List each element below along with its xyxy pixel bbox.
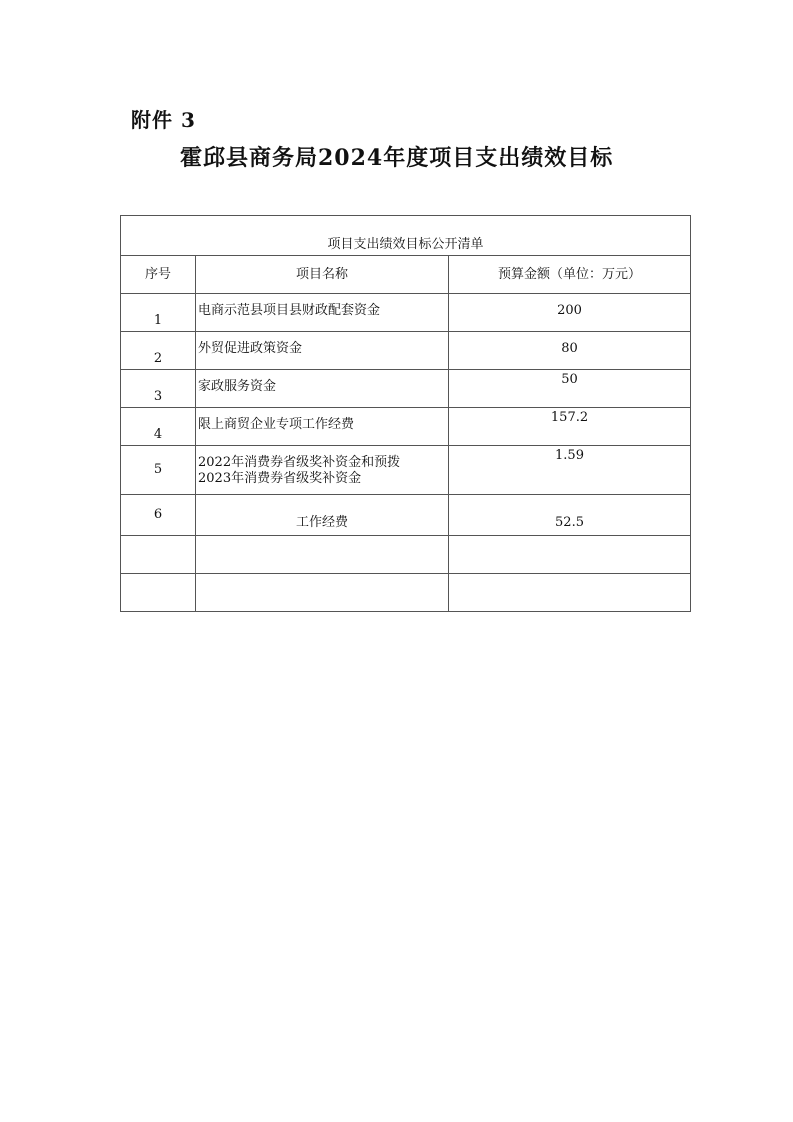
project-list-table [120,215,691,612]
row-no: 5 [121,446,196,495]
row-name-line: 家政服务资金 [198,379,277,394]
row-name [196,294,449,332]
row-amount: 1.59 [449,446,691,495]
empty-cell [121,536,196,574]
document-title: 霍邱县商务局2024年度项目支出绩效目标 [180,145,614,171]
row-no: 4 [121,408,196,446]
table-row-empty [121,574,691,612]
row-name [196,332,449,370]
row-amount: 50 [449,370,691,408]
row-name-line: 电商示范县项目县财政配套资金 [198,303,381,318]
table-row-empty [121,536,691,574]
table-row [121,370,691,408]
row-name [196,370,449,408]
row-no: 6 [121,495,196,536]
empty-cell [449,574,691,612]
empty-cell [196,574,449,612]
row-name-line: 工作经费 [295,515,348,530]
column-header-amount: 预算金额（单位：万元） [449,256,691,294]
empty-cell [121,574,196,612]
table-row [121,408,691,446]
row-name-line: 2023年消费券省级奖补资金 [198,471,362,486]
column-header-name: 项目名称 [196,256,449,294]
column-header-no: 序号 [121,256,196,294]
row-name [196,446,449,495]
row-amount: 52.5 [449,495,691,536]
row-amount: 157.2 [449,408,691,446]
row-no: 3 [121,370,196,408]
row-name [196,495,449,536]
row-amount: 200 [449,294,691,332]
row-name-line: 2022年消费券省级奖补资金和预拨 [198,455,401,470]
row-name-line: 限上商贸企业专项工作经费 [198,417,355,432]
table-row [121,332,691,370]
empty-cell [449,536,691,574]
table-row [121,446,691,495]
table-row [121,495,691,536]
table-header-row [121,256,691,294]
empty-cell [196,536,449,574]
row-no: 1 [121,294,196,332]
table-caption-row [121,216,691,256]
attachment-label: 附件 3 [131,108,196,132]
row-name [196,408,449,446]
table-caption: 项目支出绩效目标公开清单 [121,216,691,256]
table-row [121,294,691,332]
row-name-line: 外贸促进政策资金 [198,341,303,356]
row-no: 2 [121,332,196,370]
row-amount: 80 [449,332,691,370]
